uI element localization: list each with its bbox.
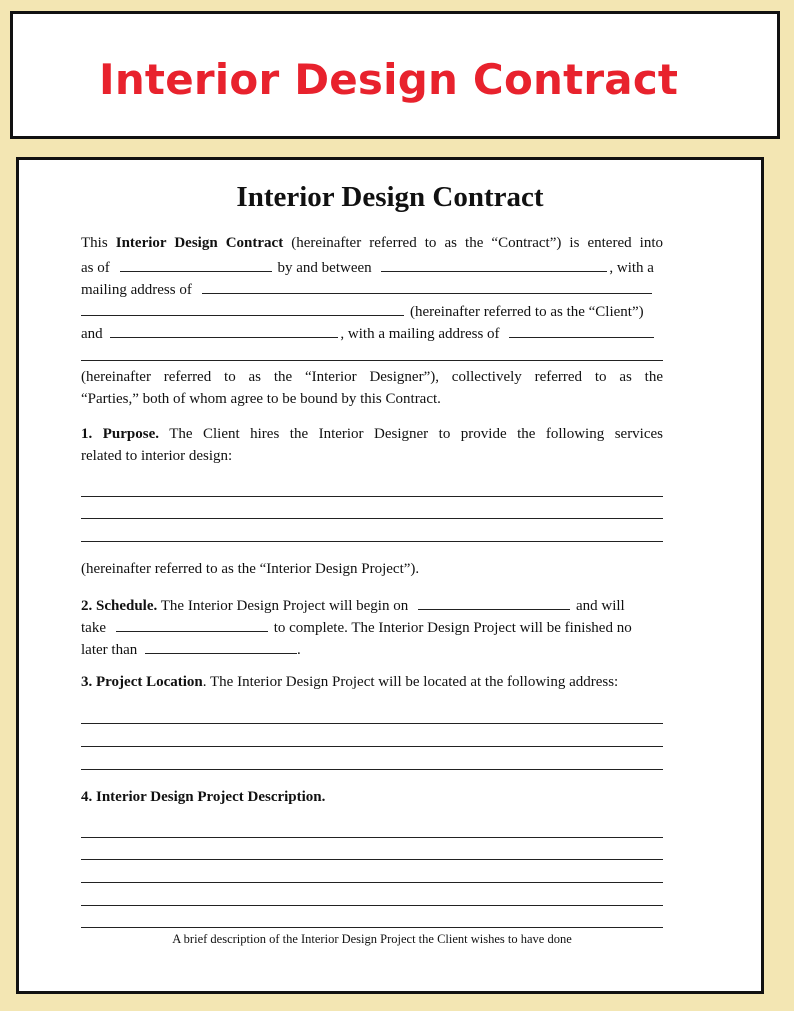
- intro-line-2: as of by and between , with a: [81, 257, 663, 277]
- purpose-line-1: 1. Purpose. The Client hires the Interior Designer to provide the following services: [81, 426, 664, 442]
- purpose-heading: 1. Purpose.: [81, 426, 159, 442]
- description-line[interactable]: [81, 927, 663, 928]
- start-date-blank[interactable]: [418, 595, 570, 610]
- client-address-blank[interactable]: [202, 279, 652, 294]
- purpose-line[interactable]: [81, 541, 663, 542]
- schedule-line-3: later than .: [81, 639, 663, 659]
- intro-line-4: (hereinafter referred to as the “Client”): [81, 301, 663, 321]
- schedule-line-2: take to complete. The Interior Design Project will be finished no: [81, 617, 663, 637]
- document-title: Interior Design Contract: [236, 181, 544, 213]
- description-line[interactable]: [81, 859, 663, 860]
- intro-line-3: mailing address of: [81, 279, 663, 299]
- location-address-line[interactable]: [81, 723, 663, 724]
- banner-title: Interior Design Contract: [99, 55, 679, 104]
- purpose-line[interactable]: [81, 518, 663, 519]
- designer-address-blank[interactable]: [509, 323, 654, 338]
- schedule-heading: 2. Schedule.: [81, 598, 158, 614]
- finish-date-blank[interactable]: [145, 639, 297, 654]
- schedule-line-1: 2. Schedule. The Interior Design Project will begin on and will: [81, 595, 663, 615]
- client-name-blank[interactable]: [381, 257, 607, 272]
- designer-address-line[interactable]: [81, 360, 663, 361]
- description-line: [81, 788, 663, 806]
- date-blank[interactable]: [120, 257, 272, 272]
- intro-line-7: (hereinafter referred to as the “Interior Designer”), collectively referred to as the: [81, 369, 663, 385]
- location-heading: 3. Project Location: [81, 674, 203, 690]
- intro-line-1: This Interior Design Contract (hereinafter referred to as the “Contract”) is entered into: [81, 235, 664, 251]
- description-line[interactable]: [81, 882, 663, 883]
- description-caption: A brief description of the Interior Design Project the Client wishes to have done: [172, 932, 572, 946]
- location-line: 3. Project Location. The Interior Design Project will be located at the following address:: [81, 674, 619, 690]
- banner: [10, 11, 780, 139]
- duration-blank[interactable]: [116, 617, 268, 632]
- description-heading: 4. Interior Design Project Description.: [81, 789, 326, 805]
- contract-document: [16, 157, 764, 994]
- location-address-line[interactable]: [81, 746, 663, 747]
- purpose-line[interactable]: [81, 496, 663, 497]
- intro-line-8: “Parties,” both of whom agree to be bound by this Contract.: [81, 391, 441, 407]
- description-line[interactable]: [81, 905, 663, 906]
- intro-line-5: and , with a mailing address of: [81, 323, 663, 343]
- purpose-line-2: related to interior design:: [81, 448, 233, 464]
- location-address-line[interactable]: [81, 769, 663, 770]
- description-line[interactable]: [81, 837, 663, 838]
- purpose-after: (hereinafter referred to as the “Interior Design Project”).: [81, 561, 420, 577]
- designer-name-blank[interactable]: [110, 323, 338, 338]
- client-address-blank-2[interactable]: [81, 301, 404, 316]
